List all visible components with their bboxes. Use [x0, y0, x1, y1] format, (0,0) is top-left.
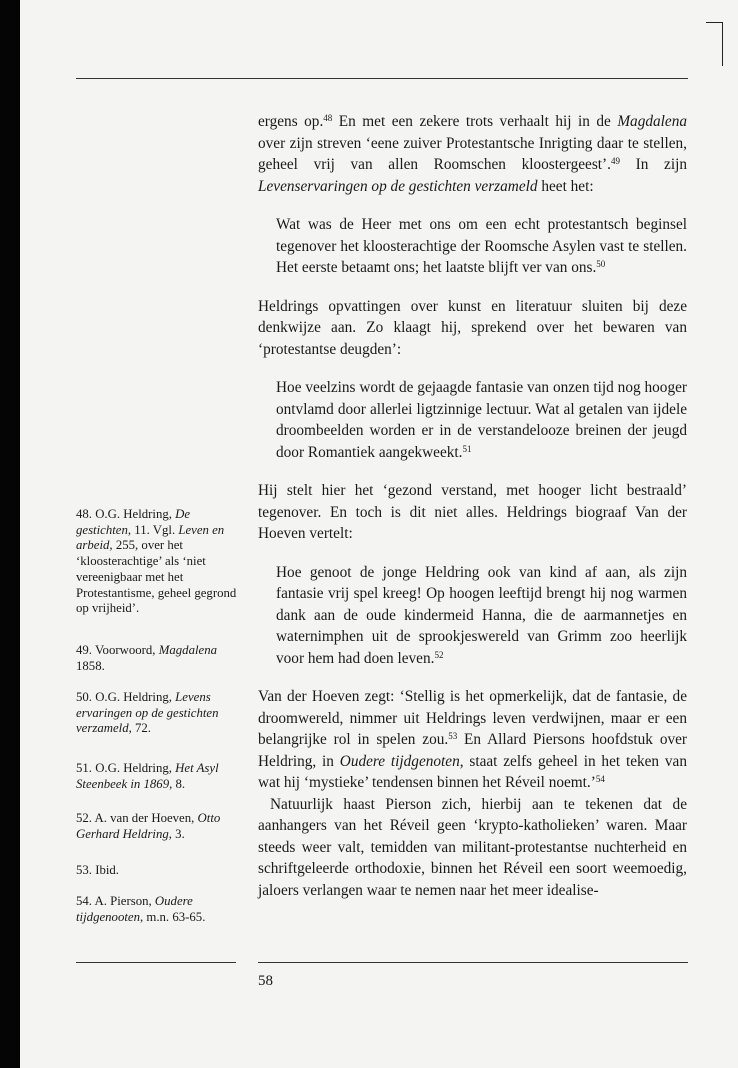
- text-run: over zijn streven ‘eene zuiver Protestantsche Inrigting daar te stellen, geheel vrij van allen Roomschen kloostergeest’.: [258, 134, 687, 173]
- footnote-54: [76, 894, 238, 925]
- crop-mark: [722, 22, 723, 66]
- bottom-rule-left: [76, 962, 236, 963]
- top-rule: [76, 78, 688, 79]
- text-run: , 3.: [168, 826, 185, 841]
- italic-title: Oudere tijdgenoten: [339, 752, 460, 770]
- text-run: , 255, over het ‘kloosterachtige’ als ‘niet vereenigbaar met het Protestantisme, geheel gegrond op vrijheid’.: [76, 538, 237, 616]
- text-run: 50. O.G. Heldring,: [76, 690, 176, 704]
- footnote-text: [76, 643, 238, 674]
- footnote-text: [76, 811, 238, 842]
- italic-title: Oudere tijdgenooten: [76, 894, 193, 924]
- text-run: 51. O.G. Heldring,: [76, 761, 176, 775]
- footnote-ref: 50: [596, 259, 606, 269]
- text-run: En met een zekere trots verhaalt hij in de: [332, 113, 618, 130]
- footnote-text: [76, 894, 238, 925]
- text-run: 48. O.G. Heldring,: [76, 507, 176, 521]
- text-run: In zijn: [619, 156, 687, 173]
- italic-title: Levenservaringen op de gestichten verzameld: [258, 177, 538, 195]
- italic-title: Leven en arbeid: [76, 522, 225, 553]
- footnote-ref: 53: [448, 731, 458, 741]
- footnote-ref: 49: [610, 156, 620, 166]
- text-run: , staat zelfs geheel in het teken van wat hij ‘mystieke’ tendensen binnen het Réveil noemt.’: [258, 752, 687, 791]
- text-run: Van der Hoeven zegt: ‘Stellig is het opmerkelijk, dat de fantasie, de droomwereld, nimmer uit Heldrings leven verdwijnen, maar er een belangrijke rol in spelen zou.: [258, 688, 687, 748]
- text-run: Hoe veelzins wordt de gejaagde fantasie van onzen tijd nog hooger ontvlamd door allerlei ligtzinnige lectuur. Wat al getalen van ijdele droombeelden worden er in de verstandelooze breinen der jeugd door Romantiek aangekweekt.: [276, 379, 687, 461]
- block-quote: [276, 562, 687, 670]
- text-run: 49. Voorwoord,: [76, 643, 159, 657]
- text-run: Wat was de Heer met ons om een echt protestantsch beginsel tegenover het kloosterachtige der Roomsche Asylen vast te stellen. Het eerste betaamt ons; het laatste blijft ver van ons.: [276, 216, 687, 276]
- paragraph: [258, 794, 687, 902]
- text-run: Natuurlijk haast Pierson zich, hierbij aan te tekenen dat de aanhangers van het Réveil geen ‘krypto-katholieken’ waren. Maar steeds weer valt, temidden van militant-protestantse nuchterheid en schriftgeleerde orthodoxie, binnen het Réveil een soort weemoedig, jaloers verlangen waar te nemen naar het meer idealise-: [258, 795, 687, 899]
- text-run: 1858.: [76, 658, 105, 673]
- text-run: , m.n. 63-65.: [139, 909, 206, 924]
- text-run: 54. A. Pierson,: [76, 894, 155, 908]
- italic-title: Otto Gerhard Heldring: [76, 811, 221, 841]
- footnote-52: [76, 811, 238, 842]
- scan-edge-bar: [0, 0, 20, 1068]
- paragraph: [258, 686, 687, 794]
- block-quote: [276, 377, 687, 463]
- footnote-ref: 51: [462, 443, 472, 454]
- text-run: Heldrings opvattingen over kunst en literatuur sluiten bij deze denkwijze aan. Zo klaagt hij, sprekend over het bewaren van ‘protestantse deugden’:: [258, 297, 687, 358]
- footnote-48: [76, 507, 238, 617]
- footnote-text: [76, 507, 238, 617]
- footnote-text: [76, 690, 238, 737]
- italic-title: Het Asyl Steenbeek in 1869: [76, 761, 219, 791]
- crop-mark: [706, 22, 723, 23]
- footnote-49: [76, 643, 238, 674]
- main-text-column: [258, 111, 687, 901]
- text-run: , 72.: [128, 721, 151, 736]
- text-run: , 11. Vgl.: [127, 522, 179, 537]
- italic-title: Magdalena: [158, 643, 218, 657]
- text-run: En Allard Piersons hoofdstuk over Heldring, in: [258, 731, 687, 770]
- text-run: Hij stelt hier het ‘gezond verstand, met hooger licht bestraald’ tegenover. En toch is dit niet alles. Heldrings biograaf Van der Hoeven vertelt:: [258, 482, 687, 542]
- text-run: heet het:: [537, 177, 594, 195]
- text-run: Hoe genoot de jonge Heldring ook van kind af aan, als zijn fantasie vrij spel kreeg! Op hoogen leeftijd brengt hij nog warmen dank aan de oude kindermeid Hanna, die de aarmannetjes en waternimphen uit de sprookjeswereld van Grimm zoo heerlijk voor hem had doen leven.: [276, 563, 687, 667]
- text-run: ergens op.: [258, 113, 324, 130]
- italic-title: De gestichten: [76, 507, 191, 537]
- footnote-ref: 48: [323, 113, 333, 123]
- footnote-text: [76, 761, 238, 792]
- footnote-ref: 54: [595, 774, 605, 784]
- footnote-53: [76, 863, 238, 879]
- bottom-rule-right: [258, 962, 688, 963]
- footnote-50: [76, 690, 238, 737]
- footnote-ref: 52: [434, 649, 444, 660]
- text-run: , 8.: [169, 776, 186, 791]
- footnote-text: [76, 863, 238, 879]
- italic-title: Levens ervaringen op de gestichten verzameld: [76, 690, 219, 736]
- footnote-51: [76, 761, 238, 792]
- page-number: 58: [258, 973, 273, 989]
- italic-title: Magdalena: [617, 113, 687, 130]
- paragraph: [258, 480, 687, 545]
- paragraph: [258, 111, 687, 197]
- block-quote: [276, 214, 687, 279]
- text-run: 53. Ibid.: [76, 863, 120, 877]
- text-run: 52. A. van der Hoeven,: [76, 811, 198, 825]
- paragraph: [258, 296, 687, 361]
